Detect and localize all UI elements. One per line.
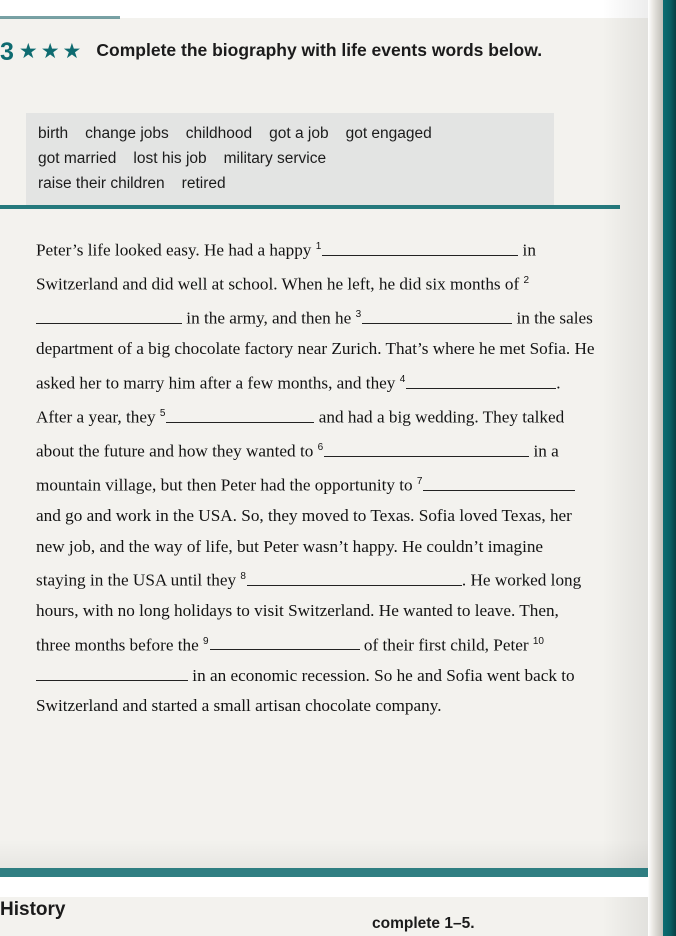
gap-blank-line[interactable] [406, 371, 556, 389]
biography-passage [36, 232, 596, 722]
book-edge-teal [663, 0, 676, 936]
gap-9[interactable] [203, 635, 360, 654]
footer-rule [0, 868, 648, 877]
exercise-number: 3 [0, 38, 13, 66]
footer-section-title: History [0, 899, 66, 920]
gap-blank-line[interactable] [36, 306, 182, 324]
section-divider [0, 205, 620, 209]
gap-7[interactable] [417, 476, 576, 495]
gap-blank-line[interactable] [166, 405, 314, 423]
passage-text: Peter’s life looked easy. He had a happy [36, 240, 316, 260]
gap-blank-line[interactable] [247, 568, 462, 586]
gap-1[interactable] [316, 241, 519, 260]
passage-text: and had a big wedding. They talked about the future and how they wanted to [36, 407, 565, 461]
gap-number: 6 [317, 442, 324, 454]
passage-text: in the army, and then he [182, 309, 356, 329]
page-shading-right [602, 0, 648, 936]
passage-paragraph [36, 232, 596, 722]
word-bank-item[interactable]: got married [38, 150, 117, 167]
word-bank-item[interactable]: birth [38, 125, 69, 142]
gap-number: 5 [159, 407, 166, 419]
word-bank-item[interactable]: raise their children [38, 175, 165, 192]
word-bank-item[interactable]: childhood [185, 125, 253, 142]
gap-blank-line[interactable] [210, 632, 360, 650]
gap-blank-line[interactable] [36, 663, 188, 681]
gap-number: 7 [416, 476, 423, 488]
gap-4[interactable] [400, 374, 557, 393]
gap-blank-line[interactable] [324, 439, 529, 457]
gap-blank-line[interactable] [362, 306, 512, 324]
word-bank-item[interactable]: lost his job [133, 150, 207, 167]
gap-number: 2 [523, 275, 530, 287]
passage-text: in a mountain village, but then Peter had the opportunity to [36, 441, 559, 495]
footer-instruction: complete 1–5. [372, 915, 475, 932]
gap-blank-line[interactable] [322, 238, 518, 256]
page-shading-bottom [0, 840, 648, 870]
gap-number: 8 [240, 571, 246, 583]
word-bank-line-3 [38, 171, 544, 196]
gap-blank-line[interactable] [423, 473, 575, 491]
gap-6[interactable] [318, 442, 530, 461]
passage-text: of their first child, Peter [359, 635, 533, 655]
gap-number: 3 [355, 309, 362, 321]
gap-5[interactable] [160, 408, 315, 427]
passage-text: . After a year, they [36, 373, 561, 427]
gap-3[interactable] [356, 309, 513, 328]
page-top-rule [0, 16, 120, 19]
difficulty-stars-icon: ★★★ [18, 40, 85, 63]
gap-8[interactable] [240, 571, 462, 590]
gap-number: 4 [399, 373, 406, 385]
passage-text: . He worked long hours, with no long holidays to visit Switzerland. He wanted to leave. Then, three months before the [36, 570, 582, 655]
gap-number: 10 [532, 635, 544, 647]
gap-number: 9 [203, 635, 209, 647]
word-bank-line-2 [38, 146, 544, 171]
passage-text: and go and work in the USA. So, they moved to Texas. Sofia loved Texas, her new job, and the way of life, but Peter wasn’t happy. He couldn’t imagine staying in the USA until they [36, 506, 572, 590]
word-bank-item[interactable]: military service [223, 150, 327, 167]
footer-gap [0, 877, 648, 897]
word-bank-item[interactable]: change jobs [85, 125, 169, 142]
passage-text: in an economic recession. So he and Sofia went back to Switzerland and started a small artisan chocolate company. [36, 665, 575, 716]
exercise-heading [0, 38, 648, 66]
word-bank-item[interactable]: retired [181, 175, 226, 192]
word-bank-item[interactable]: got engaged [345, 125, 432, 142]
word-bank [26, 113, 554, 206]
gap-number: 1 [315, 241, 322, 252]
passage-text: in Switzerland and did well at school. When he left, he did six months of [36, 240, 536, 294]
passage-text: in the sales department of a big chocolate factory near Zurich. That’s where he met Sofia. He asked her to marry him after a few months, and they [36, 309, 595, 393]
word-bank-line-1 [38, 121, 544, 146]
word-bank-item[interactable]: got a job [269, 125, 329, 142]
exercise-instruction: Complete the biography with life events words below. [96, 40, 543, 60]
